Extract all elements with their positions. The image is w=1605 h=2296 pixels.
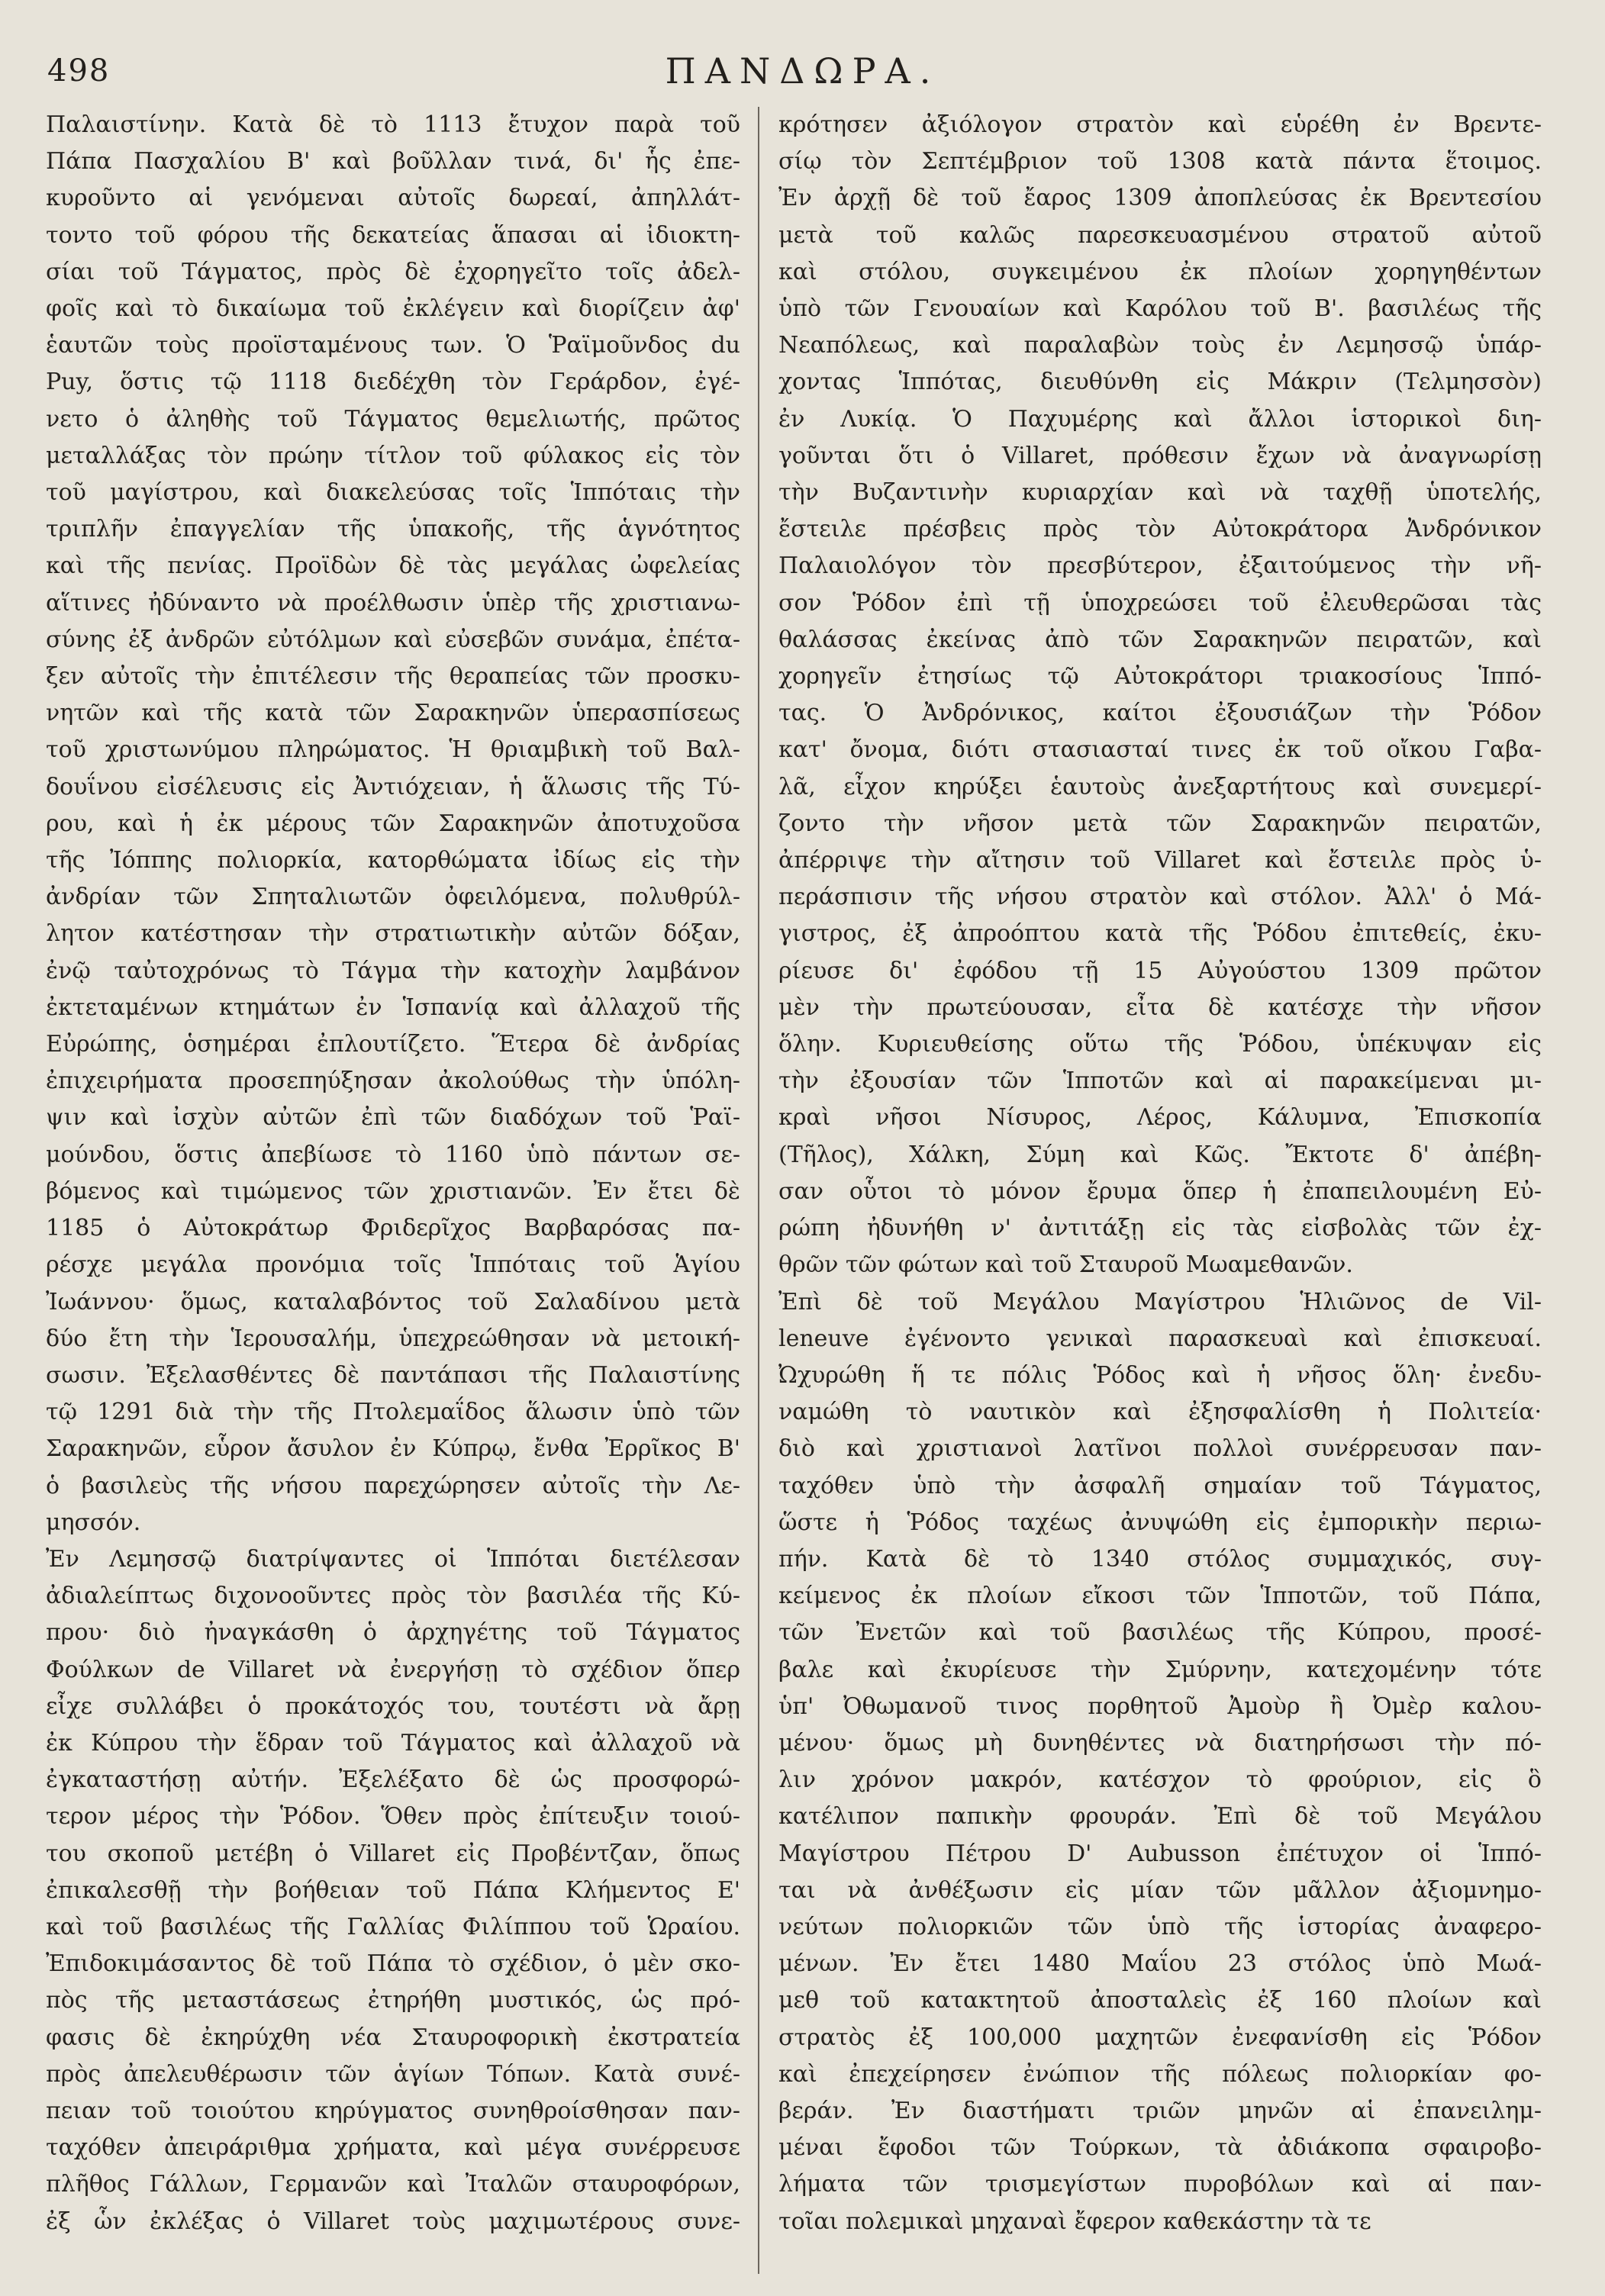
text-line: Νεαπόλεως, καὶ παραλαβὼν τοὺς ἐν Λεμησσῷ ὑπάρ- [778,332,1542,359]
text-line: λᾶ, εἶχον κηρύξει ἑαυτοὺς ἀνεξαρτήτους καὶ συνεμερί- [778,773,1542,800]
text-line: κατέλιπον παπικὴν φρουράν. Ἐπὶ δὲ τοῦ Μεγάλου [778,1803,1542,1831]
text-line: Σαρακηνῶν, εὗρον ἄσυλον ἐν Κύπρῳ, ἔνθα Ἐρρῖκος Β' [46,1435,740,1463]
text-line: Ἰωάννου· ὅμως, καταλαβόντος τοῦ Σαλαδίνου μετὰ [46,1288,740,1315]
text-line: σίῳ τὸν Σεπτέμβριον τοῦ 1308 κατὰ πάντα ἕτοιμος. [778,148,1542,176]
column-divider [758,107,759,2274]
text-line: δύο ἔτη τὴν Ἱερουσαλήμ, ὑπεχρεώθησαν νὰ μετοική- [46,1325,740,1352]
text-line: σον Ῥόδον ἐπὶ τῇ ὑποχρεώσει τοῦ ἐλευθερῶσαι τὰς [778,589,1542,617]
text-line: ἔστειλε πρέσβεις πρὸς τὸν Αὐτοκράτορα Ἀνδρόνικον [778,516,1542,543]
text-line: μετὰ τοῦ καλῶς παρεσκευασμένου στρατοῦ αὐτοῦ [778,221,1542,249]
text-line: κατ' ὄνομα, διότι στασιασταί τινες ἐκ τοῦ οἴκου Γαβα- [778,736,1542,764]
text-line: Παλαιστίνην. Κατὰ δὲ τὸ 1113 ἔτυχον παρὰ τοῦ [46,111,740,138]
text-line: ὥστε ἡ Ῥόδος ταχέως ἀνυψώθη εἰς ἐμπορικὴν περιω- [778,1509,1542,1536]
text-line: βαλε καὶ ἐκυρίευσε τὴν Σμύρνην, κατεχομένην τότε [778,1656,1542,1683]
text-line: σαν οὗτοι τὸ μόνον ἔρυμα ὅπερ ἡ ἐπαπειλουμένη Εὐ- [778,1177,1542,1205]
text-line: καὶ ἐπεχείρησεν ἐνώπιον τῆς πόλεως πολιορκίαν φο- [778,2060,1542,2088]
text-line: δουΐνου εἰσέλευσις εἰς Ἀντιόχειαν, ἡ ἅλωσις τῆς Τύ- [46,773,740,800]
right-text-column [778,107,1542,2240]
text-line: καὶ στόλου, συγκειμένου ἐκ πλοίων χορηγηθέντων [778,258,1542,285]
text-line: τας. Ὁ Ἀνδρόνικος, καίτοι ἐξουσιάζων τὴν Ῥόδον [778,700,1542,727]
text-line: Πάπα Πασχαλίου Β' καὶ βοῦλλαν τινά, δι' ἧς ἐπε- [46,148,740,176]
text-line: καὶ τῆς πενίας. Προϊδὼν δὲ τὰς μεγάλας ὠφελείας [46,552,740,580]
text-line: τὴν Βυζαντινὴν κυριαρχίαν καὶ νὰ ταχθῇ ὑποτελής, [778,479,1542,507]
text-line: τοῖαι πολεμικαὶ μηχαναὶ ἔφερον καθεκάστην τὰ τε [778,2207,1371,2235]
text-line: Ὠχυρώθη ἥ τε πόλις Ῥόδος καὶ ἡ νῆσος ὅλη· ἐνεδυ- [778,1361,1542,1389]
text-line: ἐξ ὧν ἐκλέξας ὁ Villaret τοὺς μαχιμωτέρους συνε- [46,2207,740,2235]
text-line: τοντο τοῦ φόρου τῆς δεκατείας ἅπασαι αἱ ἰδιοκτη- [46,221,740,249]
text-line: Ἐν ἀρχῇ δὲ τοῦ ἔαρος 1309 ἀποπλεύσας ἐκ Βρεντεσίου [778,185,1542,212]
text-line: τῶν Ἐνετῶν καὶ τοῦ βασιλέως τῆς Κύπρου, προσέ- [778,1619,1542,1647]
text-line: ἐν Λυκίᾳ. Ὁ Παχυμέρης καὶ ἄλλοι ἱστορικοὶ διη- [778,405,1542,433]
text-line: ὑπ' Ὀθωμανοῦ τινος πορθητοῦ Ἀμοὺρ ἢ Ὀμὲρ καλου- [778,1692,1542,1720]
text-line: χοντας Ἱππότας, διευθύνθη εἰς Μάκριν (Τελμησσὸν) [778,369,1542,396]
text-line: στρατὸς ἐξ 100,000 μαχητῶν ἐνεφανίσθη εἰς Ῥόδον [778,2024,1542,2051]
text-line: νεύτων πολιορκιῶν τῶν ὑπὸ τῆς ἱστορίας ἀναφερο- [778,1913,1542,1940]
text-line: ὑπὸ τῶν Γενουαίων καὶ Καρόλου τοῦ Β'. βασιλέως τῆς [778,295,1542,323]
text-line: μησσόν. [46,1509,141,1536]
text-line: διὸ καὶ χριστιανοὶ λατῖνοι πολλοὶ συνέρρευσαν παν- [778,1435,1542,1463]
text-line: Παλαιολόγον τὸν πρεσβύτερον, ἐξαιτούμενος τὴν νῆ- [778,552,1542,580]
text-line: πλῆθος Γάλλων, Γερμανῶν καὶ Ἰταλῶν σταυροφόρων, [46,2171,740,2198]
text-line: (Τῆλος), Χάλκη, Σύμη καὶ Κῶς. Ἔκτοτε δ' ἀπέβη- [778,1141,1542,1168]
text-line: Εὐρώπης, ὁσημέραι ἐπλουτίζετο. Ἕτερα δὲ ἀνδρίας [46,1031,740,1058]
text-line: βεράν. Ἐν διαστήματι τριῶν μηνῶν αἱ ἐπανειλημ- [778,2097,1542,2124]
text-line: ἐκ Κύπρου τὴν ἕδραν τοῦ Τάγματος καὶ ἀλλαχοῦ νὰ [46,1729,740,1757]
text-line: ἀδιαλείπτως διχονοοῦντες πρὸς τὸν βασιλέα τῆς Κύ- [46,1583,740,1610]
text-line: λητον κατέστησαν τὴν στρατιωτικὴν αὐτῶν δόξαν, [46,920,740,948]
text-line: τερον μέρος τὴν Ῥόδον. Ὅθεν πρὸς ἐπίτευξιν τοιού- [46,1803,740,1831]
text-line: Ἐπιδοκιμάσαντος δὲ τοῦ Πάπα τὸ σχέδιον, ὁ μὲν σκο- [46,1950,740,1978]
text-line: ται νὰ ἀνθέξωσιν εἰς μίαν τῶν μᾶλλον ἀξιομνημο- [778,1876,1542,1904]
text-line: ὅλην. Κυριευθείσης οὕτω τῆς Ῥόδου, ὑπέκυψαν εἰς [778,1031,1542,1058]
text-line: ταχόθεν ἀπειράριθμα χρήματα, καὶ μέγα συνέρρευσε [46,2134,740,2162]
text-line: ἐκτεταμένων κτημάτων ἐν Ἱσπανίᾳ καὶ ἀλλαχοῦ τῆς [46,993,740,1021]
text-line: μὲν τὴν πρωτεύουσαν, εἶτα δὲ κατέσχε τὴν νῆσον [778,993,1542,1021]
text-line: ρέσχε μεγάλα προνόμια τοῖς Ἱππόταις τοῦ Ἁγίου [46,1251,740,1279]
running-head [0,47,1605,101]
text-line: βόμενος καὶ τιμώμενος τῶν χριστιανῶν. Ἐν ἔτει δὲ [46,1177,740,1205]
text-line: λήματα τῶν τρισμεγίστων πυροβόλων καὶ αἱ παν- [778,2171,1542,2198]
text-line: ψιν καὶ ἰσχὺν αὐτῶν ἐπὶ τῶν διαδόχων τοῦ Ῥαϊ- [46,1104,740,1132]
text-line: πειαν τοῦ τοιούτου κηρύγματος συνηθροίσθησαν παν- [46,2097,740,2124]
text-line: ἐνῷ ταὐτοχρόνως τὸ Τάγμα τὴν κατοχὴν λαμβάνον [46,957,740,984]
text-line: ἑαυτῶν τοὺς προϊσταμένους των. Ὁ Ῥαϊμοῦνδος du [46,332,740,359]
text-line: αἵτινες ἠδύναντο νὰ προέλθωσιν ὑπὲρ τῆς χριστιανω- [46,589,740,617]
text-line: 1185 ὁ Αὐτοκράτωρ Φριδερῖχος Βαρβαρόσας πα- [46,1215,740,1242]
text-line: ξεν αὐτοῖς τὴν ἐπιτέλεσιν τῆς θεραπείας τῶν προσκυ- [46,663,740,691]
text-line: Φούλκων de Villaret νὰ ἐνεργήσῃ τὸ σχέδιον ὅπερ [46,1656,740,1683]
text-line: σωσιν. Ἐξελασθέντες δὲ παντάπασι τῆς Παλαιστίνης [46,1361,740,1389]
text-line: τοῦ μαγίστρου, καὶ διακελεύσας τοῖς Ἱππόταις τὴν [46,479,740,507]
text-line: πρου· διὸ ἠναγκάσθη ὁ ἀρχηγέτης τοῦ Τάγματος [46,1619,740,1647]
text-line: σύνης ἐξ ἀνδρῶν εὐτόλμων καὶ εὐσεβῶν συνάμα, ἐπέτα- [46,626,740,653]
text-line: μέναι ἔφοδοι τῶν Τούρκων, τὰ ἀδιάκοπα σφαιροβο- [778,2134,1542,2162]
text-line: κυροῦντο αἱ γενόμεναι αὐτοῖς δωρεαί, ἀπηλλάτ- [46,185,740,212]
text-line: Μαγίστρου Πέτρου D' Aubusson ἐπέτυχον οἱ Ἱππό- [778,1840,1542,1867]
text-line: ἀπέρριψε τὴν αἴτησιν τοῦ Villaret καὶ ἔστειλε πρὸς ὑ- [778,847,1542,874]
text-line: γοῦνται ὅτι ὁ Villaret, πρόθεσιν ἔχων νὰ ἀναγνωρίσῃ [778,442,1542,469]
text-line: νετο ὁ ἀληθὴς τοῦ Τάγματος θεμελιωτής, πρῶτος [46,405,740,433]
text-line: θρῶν τῶν φώτων καὶ τοῦ Σταυροῦ Μωαμεθανῶν. [778,1251,1353,1279]
text-line: χορηγεῖν ἐτησίως τῷ Αὐτοκράτορι τριακοσίους Ἱππό- [778,663,1542,691]
text-line: μένου· ὅμως μὴ δυνηθέντες νὰ διατηρήσωσι τὴν πό- [778,1729,1542,1757]
left-text-column [46,107,740,2240]
page-number: 498 [47,53,111,89]
journal-title: ΠΑΝΔΩΡΑ. [665,50,940,92]
text-line: Ἐπὶ δὲ τοῦ Μεγάλου Μαγίστρου Ἡλιῶνος de Vil- [778,1288,1542,1315]
text-line: Puy, ὅστις τῷ 1118 διεδέχθη τὸν Γεράρδον, ἐγέ- [46,369,740,396]
text-line: εἶχε συλλάβει ὁ προκάτοχός του, τουτέστι νὰ ἄρῃ [46,1692,740,1720]
text-line: ὁ βασιλεὺς τῆς νήσου παρεχώρησεν αὐτοῖς τὴν Λε- [46,1472,740,1499]
text-line: μούνδου, ὅστις ἀπεβίωσε τὸ 1160 ὑπὸ πάντων σε- [46,1141,740,1168]
text-line: νητῶν καὶ τῆς κατὰ τῶν Σαρακηνῶν ὑπερασπίσεως [46,700,740,727]
text-line: κρότησεν ἀξιόλογον στρατὸν καὶ εὑρέθη ἐν Βρεντε- [778,111,1542,138]
text-line: ναμώθη τὸ ναυτικὸν καὶ ἐξησφαλίσθη ἡ Πολιτεία· [778,1399,1542,1426]
text-line: πήν. Κατὰ δὲ τὸ 1340 στόλος συμμαχικός, συγ- [778,1545,1542,1573]
text-line: πρὸς ἀπελευθέρωσιν τῶν ἁγίων Τόπων. Κατὰ συνέ- [46,2060,740,2088]
text-line: γιστρος, ἐξ ἀπροόπτου κατὰ τῆς Ῥόδου ἐπιτεθείς, ἐκυ- [778,920,1542,948]
text-line: ρίευσε δι' ἐφόδου τῇ 15 Αὐγούστου 1309 πρῶτον [778,957,1542,984]
text-line: λιν χρόνον μακρόν, κατέσχον τὸ φρούριον, εἰς ὃ [778,1766,1542,1794]
text-line: περάσπισιν τῆς νήσου στρατὸν καὶ στόλον. Ἀλλ' ὁ Μά- [778,884,1542,911]
text-line: τοῦ χριστωνύμου πληρώματος. Ἡ θριαμβικὴ τοῦ Βαλ- [46,736,740,764]
text-line: καὶ τοῦ βασιλέως τῆς Γαλλίας Φιλίππου τοῦ Ὡραίου. [46,1913,740,1940]
text-line: ἐπικαλεσθῇ τὴν βοήθειαν τοῦ Πάπα Κλήμεντος Ε' [46,1876,740,1904]
text-line: ἐπιχειρήματα προσεπηύξησαν ἀκολούθως τὴν ὑπόλη- [46,1067,740,1095]
text-line: κραὶ νῆσοι Νίσυρος, Λέρος, Κάλυμνα, Ἐπισκοπία [778,1104,1542,1132]
text-line: ρου, καὶ ἡ ἐκ μέρους τῶν Σαρακηνῶν ἀποτυχοῦσα [46,810,740,837]
text-line: τὴν ἐξουσίαν τῶν Ἱπποτῶν καὶ αἱ παρακείμεναι μι- [778,1067,1542,1095]
text-line: μένων. Ἐν ἔτει 1480 Μαΐου 23 στόλος ὑπὸ Μωά- [778,1950,1542,1978]
text-line: μεθ τοῦ κατακτητοῦ ἀποσταλεὶς ἐξ 160 πλοίων καὶ [778,1987,1542,2014]
text-line: φασις δὲ ἐκηρύχθη νέα Σταυροφορικὴ ἐκστρατεία [46,2024,740,2051]
text-line: ρώπη ἠδυνήθη ν' ἀντιτάξῃ εἰς τὰς εἰσβολὰς τῶν ἐχ- [778,1215,1542,1242]
text-line: τῷ 1291 διὰ τὴν τῆς Πτολεμαΐδος ἅλωσιν ὑπὸ τῶν [46,1399,740,1426]
text-line: θαλάσσας ἐκείνας ἀπὸ τῶν Σαρακηνῶν πειρατῶν, καὶ [778,626,1542,653]
text-line: φοῖς καὶ τὸ δικαίωμα τοῦ ἐκλέγειν καὶ διορίζειν ἀφ' [46,295,740,323]
text-line: πὸς τῆς μεταστάσεως ἐτηρήθη μυστικός, ὡς πρό- [46,1987,740,2014]
text-line: μεταλλάξας τὸν πρώην τίτλον τοῦ φύλακος εἰς τὸν [46,442,740,469]
text-line: ἀνδρίαν τῶν Σπηταλιωτῶν ὀφειλόμενα, πολυθρύλ- [46,884,740,911]
text-line: του σκοποῦ μετέβη ὁ Villaret εἰς Προβέντζαν, ὅπως [46,1840,740,1867]
text-line: ζοντο τὴν νῆσον μετὰ τῶν Σαρακηνῶν πειρατῶν, [778,810,1542,837]
text-line: σίαι τοῦ Τάγματος, πρὸς δὲ ἐχορηγεῖτο τοῖς ἀδελ- [46,258,740,285]
text-line: leneuve ἐγένοντο γενικαὶ παρασκευαὶ καὶ ἐπισκευαί. [778,1325,1542,1352]
text-line: ἐγκαταστήσῃ αὐτήν. Ἐξελέξατο δὲ ὡς προσφορώ- [46,1766,740,1794]
text-line: ταχόθεν ὑπὸ τὴν ἀσφαλῆ σημαίαν τοῦ Τάγματος, [778,1472,1542,1499]
text-line: τῆς Ἰόππης πολιορκία, κατορθώματα ἰδίως εἰς τὴν [46,847,740,874]
text-line: κείμενος ἐκ πλοίων εἴκοσι τῶν Ἱπποτῶν, τοῦ Πάπα, [778,1583,1542,1610]
text-line: Ἐν Λεμησσῷ διατρίψαντες οἱ Ἱππόται διετέλεσαν [46,1545,740,1573]
text-line: τριπλῆν ἐπαγγελίαν τῆς ὑπακοῆς, τῆς ἁγνότητος [46,516,740,543]
